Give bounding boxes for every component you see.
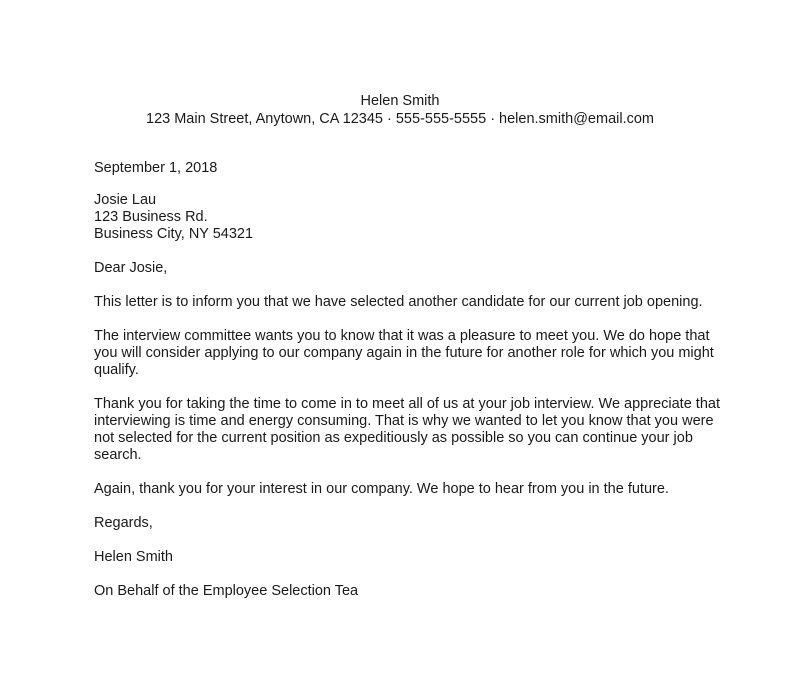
on-behalf-line: On Behalf of the Employee Selection Tea — [94, 583, 359, 599]
signer-name: Helen Smith — [94, 549, 173, 565]
recipient-address — [94, 192, 253, 243]
sender-contact-line: 123 Main Street, Anytown, CA 12345 · 555-555-5555 · helen.smith@email.com — [146, 111, 654, 127]
letter-date: September 1, 2018 — [94, 160, 218, 176]
body-paragraph: The interview committee wants you to know that it was a pleasure to meet you. We do hope that you will consider applying to our company again in the future for another role for which you might qualify. — [94, 328, 714, 378]
recipient-street: 123 Business Rd. — [94, 209, 208, 225]
recipient-city: Business City, NY 54321 — [94, 226, 254, 242]
recipient-name: Josie Lau — [94, 192, 157, 208]
letter-header — [0, 92, 800, 128]
body-paragraph: Again, thank you for your interest in our company. We hope to hear from you in the future. — [94, 481, 669, 497]
letter-body — [94, 260, 734, 617]
body-paragraph: Thank you for taking the time to come in to meet all of us at your job interview. We appreciate that interviewing is time and energy consuming. That is why we wanted to let you know that you were not selected for the current position as expeditiously as possible so you can continue your job search. — [94, 396, 720, 463]
body-paragraph: This letter is to inform you that we have selected another candidate for our current job opening. — [94, 294, 703, 310]
salutation: Dear Josie, — [94, 260, 168, 276]
valediction: Regards, — [94, 515, 153, 531]
sender-name: Helen Smith — [360, 93, 440, 109]
